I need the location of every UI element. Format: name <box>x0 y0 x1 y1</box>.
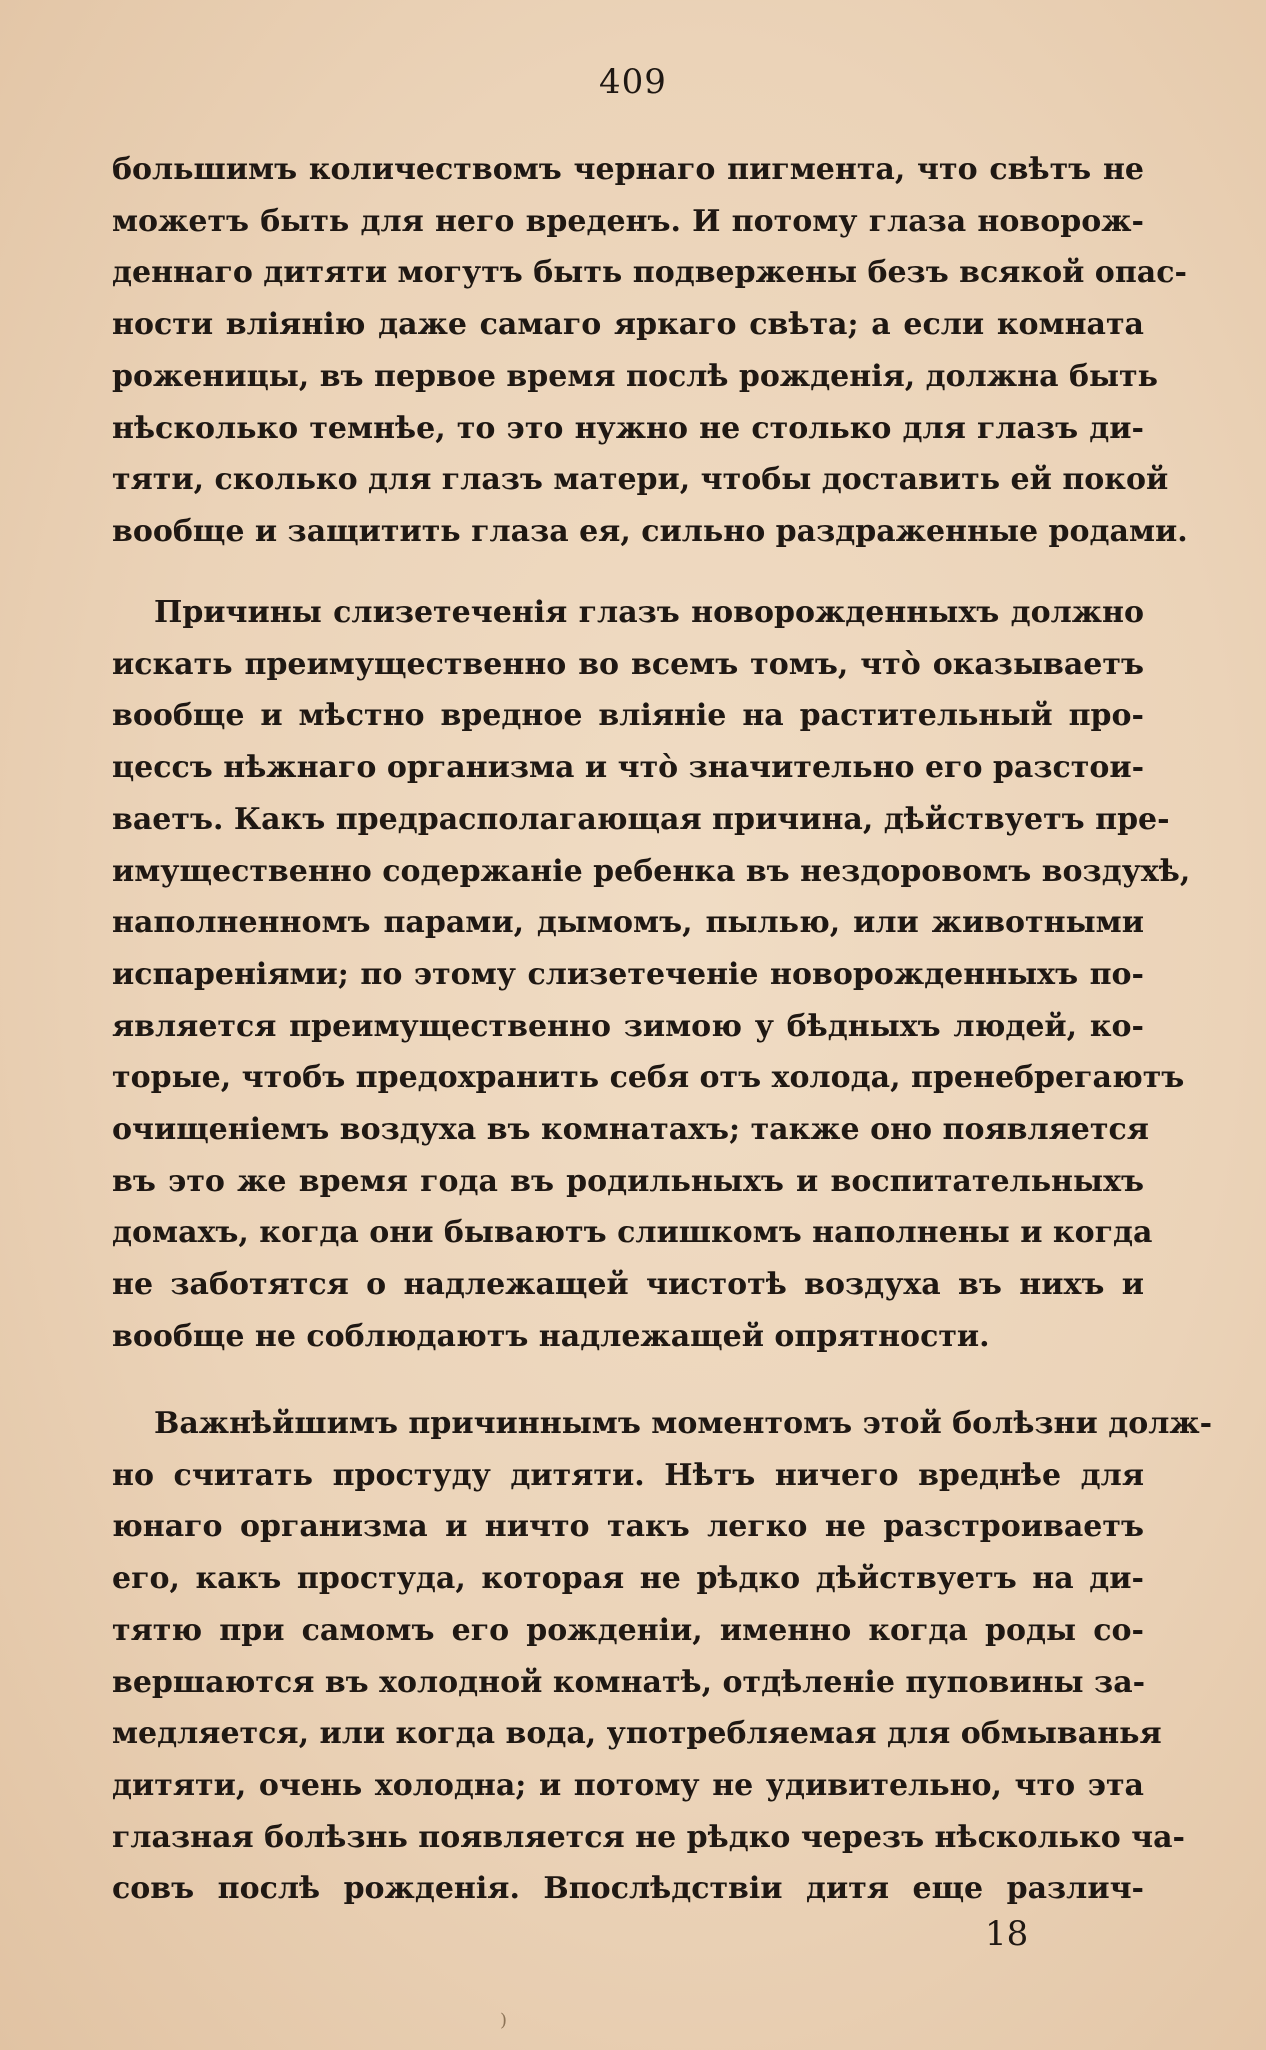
text-line: глазная болѣзнь появляется не рѣдко черезъ нѣсколько ча- <box>112 1819 1185 1855</box>
text-line: ности вліянію даже самаго яркаго свѣта; а если комната <box>112 307 1144 343</box>
paragraph-3 <box>112 1398 1213 1915</box>
text-line: Причины слизетеченія глазъ новорожденныхъ должно <box>154 595 1144 630</box>
text-line: испареніями; по этому слизетеченіе новорожденныхъ по- <box>112 956 1144 992</box>
text-line: наполненномъ парами, дымомъ, пылью, или животными <box>112 905 1144 941</box>
page-number: 409 <box>599 62 667 102</box>
text-line: роженицы, въ первое время послѣ рожденія, должна быть <box>112 358 1159 394</box>
text-line: нѣсколько темнѣе, то это нужно не столько для глазъ ди- <box>112 410 1144 446</box>
text-line: вершаются въ холодной комнатѣ, отдѣленіе пуповины за- <box>112 1664 1146 1700</box>
text-line: ваетъ. Какъ предрасполагающая причина, дѣйствуетъ пре- <box>112 801 1170 837</box>
text-line: имущественно содержаніе ребенка въ нездоровомъ воздухѣ, <box>112 853 1191 889</box>
paragraph-1 <box>112 144 1188 558</box>
text-line: въ это же время года въ родильныхъ и воспитательныхъ <box>112 1163 1144 1199</box>
text-line: можетъ быть для него вреденъ. И потому глаза новорож- <box>112 203 1144 239</box>
paragraph-2 <box>112 587 1191 1363</box>
text-line: дитяти, очень холодна; и потому не удивительно, что эта <box>112 1767 1144 1803</box>
text-line: искать преимущественно во всемъ томъ, что̀ оказываетъ <box>112 646 1144 682</box>
text-line: очищеніемъ воздуха въ комнатахъ; также оно появляется <box>112 1112 1149 1148</box>
text-line: совъ послѣ рожденія. Впослѣдствіи дитя еще различ- <box>112 1871 1144 1907</box>
text-line: цессъ нѣжнаго организма и что̀ значительно его разстои- <box>112 750 1145 786</box>
text-line: медляется, или когда вода, употребляемая для обмыванья <box>112 1716 1162 1752</box>
text-line: Важнѣйшимъ причиннымъ моментомъ этой болѣзни долж- <box>154 1406 1213 1441</box>
text-line: юнаго организма и ничто такъ легко не разстроиваетъ <box>112 1509 1144 1545</box>
text-line: вообще и мѣстно вредное вліяніе на растительный про- <box>112 698 1144 734</box>
text-line: тятю при самомъ его рожденіи, именно когда роды со- <box>112 1612 1144 1648</box>
text-line: вообще и защитить глаза ея, сильно раздраженные родами. <box>112 513 1188 549</box>
text-line: но считать простуду дитяти. Нѣтъ ничего вреднѣе для <box>112 1457 1144 1493</box>
text-line: большимъ количествомъ чернаго пигмента, что свѣтъ не <box>112 152 1144 187</box>
text-line: деннаго дитяти могутъ быть подвержены безъ всякой опас- <box>112 255 1187 291</box>
bottom-mark: ) <box>500 2010 508 2031</box>
text-line: торые, чтобъ предохранить себя отъ холода, пренебрегаютъ <box>112 1060 1185 1096</box>
signature-mark: 18 <box>985 1914 1029 1954</box>
text-line: вообще не соблюдаютъ надлежащей опрятности. <box>112 1318 990 1354</box>
text-line: является преимущественно зимою у бѣдныхъ людей, ко- <box>112 1008 1144 1044</box>
text-line: его, какъ простуда, которая не рѣдко дѣйствуетъ на ди- <box>112 1561 1144 1597</box>
text-line: не заботятся о надлежащей чистотѣ воздуха въ нихъ и <box>112 1267 1144 1303</box>
text-line: домахъ, когда они бываютъ слишкомъ наполнены и когда <box>112 1215 1153 1251</box>
text-line: тяти, сколько для глазъ матери, чтобы доставить ей покой <box>112 462 1169 498</box>
